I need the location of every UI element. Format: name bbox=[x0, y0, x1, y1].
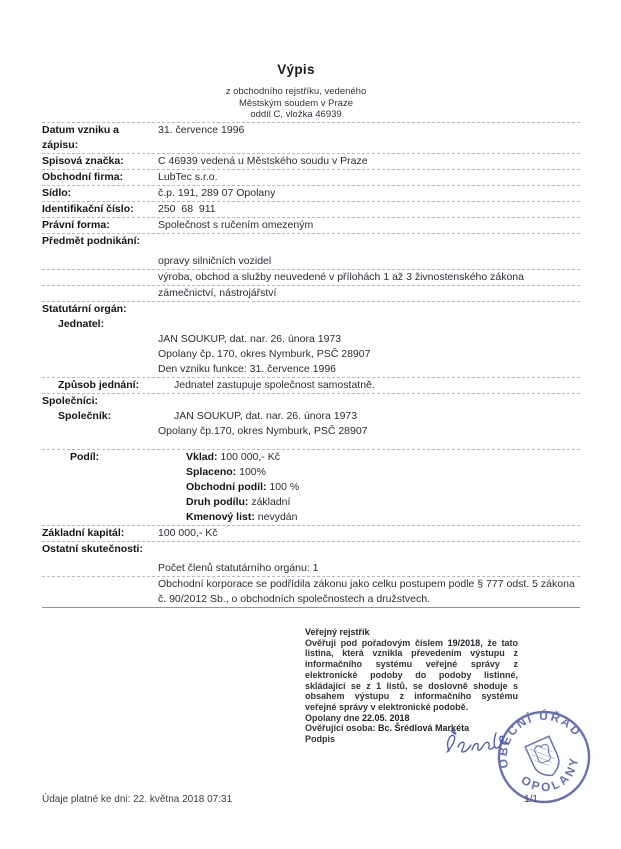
verification-text: Ověřuji pod pořadovým číslem 19/2018, že tato listina, která vznikla převedením výstupu z informačního systému veřejné správy z elektronické podoby do podoby listinné, skládající se z 1 listů, se doslovně shoduje s obsahem výstupu z informačního systému veřejné správy v elektronické podobě. bbox=[305, 637, 518, 712]
registry-row bbox=[42, 302, 580, 317]
row-label: Sídlo: bbox=[42, 187, 72, 199]
valid-as-of-text: Údaje platné ke dni: 22. května 2018 07:31 bbox=[42, 794, 233, 805]
row-label: Společník: bbox=[58, 410, 112, 422]
row-label: Identifikační číslo: bbox=[42, 203, 134, 215]
stamp-top-text: OBECNÍ ÚŘAD bbox=[495, 708, 585, 770]
row-value: Opolany čp. 170, okres Nymburk, PSČ 28907 bbox=[158, 348, 371, 360]
row-value: 250 68 911 bbox=[158, 203, 216, 215]
row-label: Základní kapitál: bbox=[42, 527, 125, 539]
registry-row bbox=[42, 286, 580, 302]
registry-table bbox=[42, 122, 580, 608]
row-label: Obchodní firma: bbox=[42, 171, 124, 183]
registry-row bbox=[42, 186, 580, 202]
row-label: Datum vzniku a zápisu: bbox=[42, 124, 120, 151]
registry-row bbox=[42, 526, 580, 542]
row-label: Statutární orgán: bbox=[42, 303, 127, 315]
signature-label: Podpis bbox=[305, 734, 336, 745]
registry-row bbox=[42, 347, 580, 362]
row-label: Předmět podnikání: bbox=[42, 235, 141, 247]
row-value: JAN SOUKUP, dat. nar. 26. února 1973 bbox=[174, 410, 358, 422]
row-subvalue: Obchodní podíl: 100 % bbox=[186, 481, 300, 493]
row-value: opravy silničních vozidel bbox=[158, 255, 272, 267]
row-value: Opolany čp.170, okres Nymburk, PSČ 28907 bbox=[158, 425, 368, 437]
registry-row bbox=[42, 542, 580, 557]
row-value: výroba, obchod a služby neuvedené v přílohách 1 až 3 živnostenského zákona bbox=[158, 271, 524, 283]
row-value: zámečnictví, nástrojářství bbox=[158, 287, 277, 299]
row-value: C 46939 vedená u Městského soudu v Praze bbox=[158, 155, 368, 167]
registry-row bbox=[42, 577, 580, 608]
row-value: Obchodní korporace se podřídila zákonu jako celku postupem podle § 777 odst. 5 zákona č. 90/2012 Sb., o obchodních společnostech a družstvech. bbox=[158, 578, 578, 605]
registry-row bbox=[42, 170, 580, 186]
row-value bbox=[186, 450, 580, 525]
registry-row bbox=[42, 122, 580, 154]
registry-row bbox=[42, 561, 580, 577]
row-label: Právní forma: bbox=[42, 219, 110, 231]
row-subvalue: Splaceno: 100% bbox=[186, 466, 266, 478]
page-title: Výpis bbox=[277, 62, 315, 77]
row-value: Společnost s ručením omezeným bbox=[158, 219, 314, 231]
row-label: Spisová značka: bbox=[42, 155, 124, 167]
registry-row bbox=[42, 409, 580, 424]
row-value: Počet členů statutárního orgánu: 1 bbox=[158, 562, 319, 574]
registry-row bbox=[42, 317, 580, 332]
row-value: Jednatel zastupuje společnost samostatně. bbox=[174, 379, 375, 391]
row-value: LubTec s.r.o. bbox=[158, 171, 218, 183]
row-subvalue: Druh podílu: základní bbox=[186, 496, 291, 508]
registry-row bbox=[42, 154, 580, 170]
registry-row bbox=[42, 394, 580, 409]
verification-officer: Ověřující osoba: Bc. Šrédlová Markéta bbox=[305, 723, 470, 734]
row-gap bbox=[42, 439, 580, 449]
registry-row bbox=[42, 270, 580, 286]
registry-row bbox=[42, 202, 580, 218]
row-label: Způsob jednání: bbox=[58, 379, 140, 391]
row-label: Jednatel: bbox=[58, 318, 105, 330]
registry-row bbox=[42, 424, 580, 439]
stamp-coat-of-arms-icon bbox=[525, 736, 564, 780]
row-subvalue: Kmenový list: nevydán bbox=[186, 511, 298, 523]
svg-text:OPOLANY bbox=[515, 750, 590, 805]
row-label: Ostatní skutečnosti: bbox=[42, 543, 143, 555]
row-value: 100 000,- Kč bbox=[158, 527, 218, 539]
stamp-bottom-text: OPOLANY bbox=[518, 754, 582, 795]
document-header bbox=[0, 62, 592, 121]
registry-row bbox=[42, 218, 580, 234]
municipal-round-stamp-icon bbox=[494, 707, 594, 807]
row-subvalue: Vklad: 100 000,- Kč bbox=[186, 451, 280, 463]
verification-heading: Veřejný rejstřík bbox=[305, 627, 370, 637]
verification-place-date: Opolany dne 22.05. 2018 bbox=[305, 712, 410, 723]
registry-row bbox=[42, 362, 580, 378]
row-value: č.p. 191, 289 07 Opolany bbox=[158, 187, 276, 199]
registry-row bbox=[42, 332, 580, 347]
row-value: 31. července 1996 bbox=[158, 124, 245, 136]
registry-row bbox=[42, 378, 580, 394]
subtitle-line: oddíl C, vložka 46939 bbox=[250, 109, 342, 120]
registry-row bbox=[42, 254, 580, 270]
registry-row bbox=[42, 449, 580, 526]
page-number: 1/1 bbox=[524, 794, 538, 805]
row-label: Společníci: bbox=[42, 395, 99, 407]
document-subtitle bbox=[0, 86, 592, 121]
registry-row bbox=[42, 234, 580, 249]
row-label: Podíl: bbox=[70, 451, 100, 463]
subtitle-line: Městským soudem v Praze bbox=[238, 97, 354, 109]
row-value: JAN SOUKUP, dat. nar. 26. února 1973 bbox=[158, 333, 342, 345]
row-value: Den vzniku funkce: 31. července 1996 bbox=[158, 363, 337, 375]
subtitle-line: z obchodního rejstříku, vedeného bbox=[225, 86, 367, 97]
